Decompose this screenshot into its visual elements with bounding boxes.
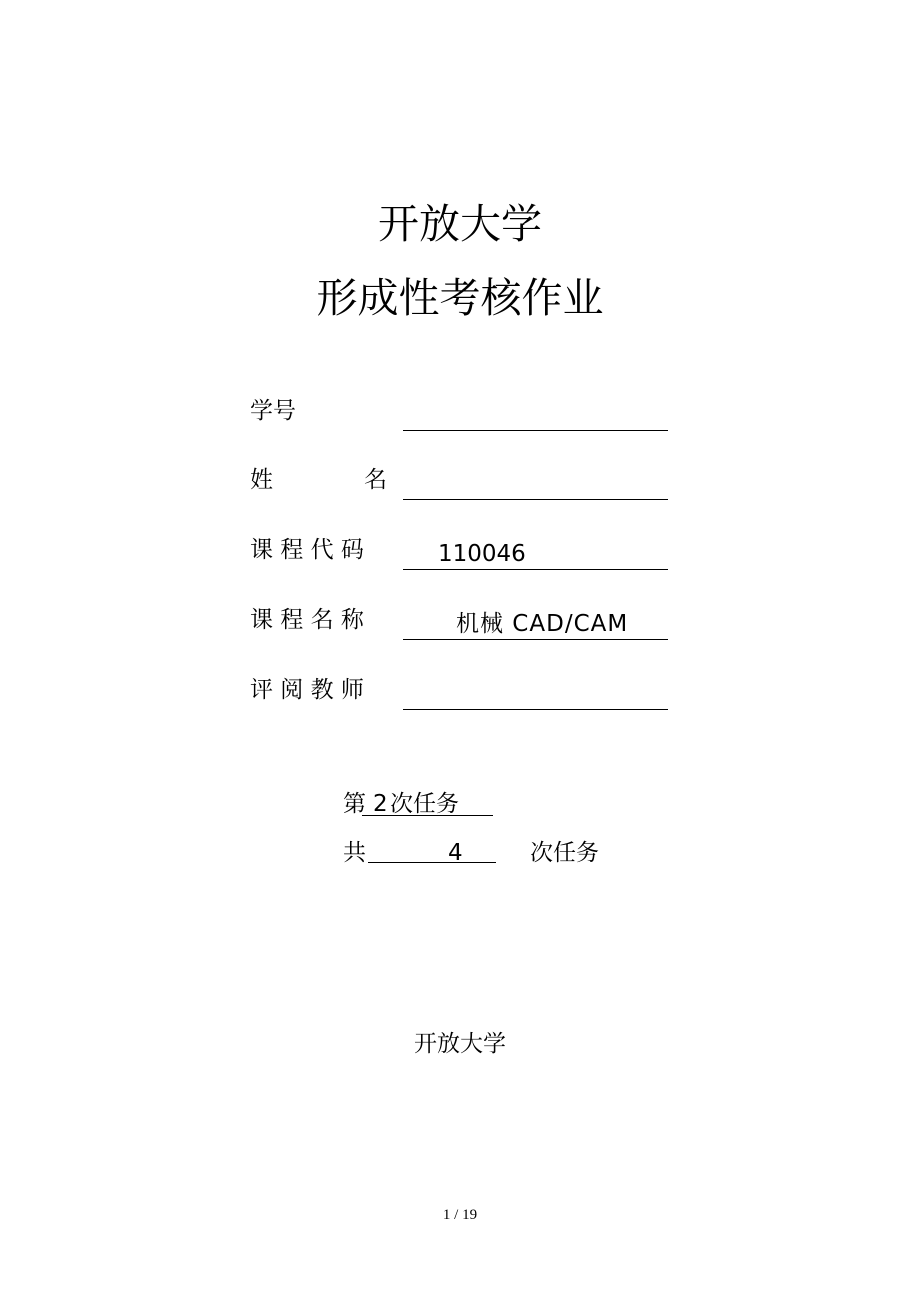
current-task-suffix: 次任务 — [390, 791, 459, 817]
total-task-suffix: 次任务 — [530, 840, 599, 866]
course-name-label: 课 程 名 称 — [250, 607, 364, 633]
current-task-number: 2 — [373, 791, 388, 817]
document-subtitle: 形成性考核作业 — [316, 274, 604, 322]
course-code-field[interactable] — [403, 569, 668, 570]
course-name-field[interactable] — [403, 639, 668, 640]
current-task-prefix: 第 — [343, 791, 366, 817]
student-id-row — [250, 393, 670, 433]
student-id-field[interactable] — [403, 430, 668, 431]
total-task-number: 4 — [448, 840, 463, 866]
name-label-first: 姓 — [250, 467, 273, 493]
reviewer-row — [250, 672, 670, 712]
reviewer-label: 评 阅 教 师 — [250, 677, 364, 703]
name-row — [250, 462, 670, 502]
total-task-prefix: 共 — [343, 840, 366, 866]
document-title: 开放大学 — [378, 200, 542, 248]
course-code-row — [250, 532, 670, 572]
course-name-row — [250, 602, 670, 642]
name-field[interactable] — [403, 499, 668, 500]
course-code-value: 110046 — [438, 541, 526, 567]
name-label-second: 名 — [364, 467, 387, 493]
total-task-underline — [368, 862, 496, 863]
reviewer-field[interactable] — [403, 709, 668, 710]
course-name-value: 机械 CAD/CAM — [456, 611, 629, 637]
current-task-underline — [362, 815, 493, 816]
page-number: 1 / 19 — [442, 1207, 478, 1223]
footer-organization: 开放大学 — [414, 1031, 506, 1057]
student-id-label: 学号 — [250, 398, 296, 424]
course-code-label: 课 程 代 码 — [250, 537, 364, 563]
